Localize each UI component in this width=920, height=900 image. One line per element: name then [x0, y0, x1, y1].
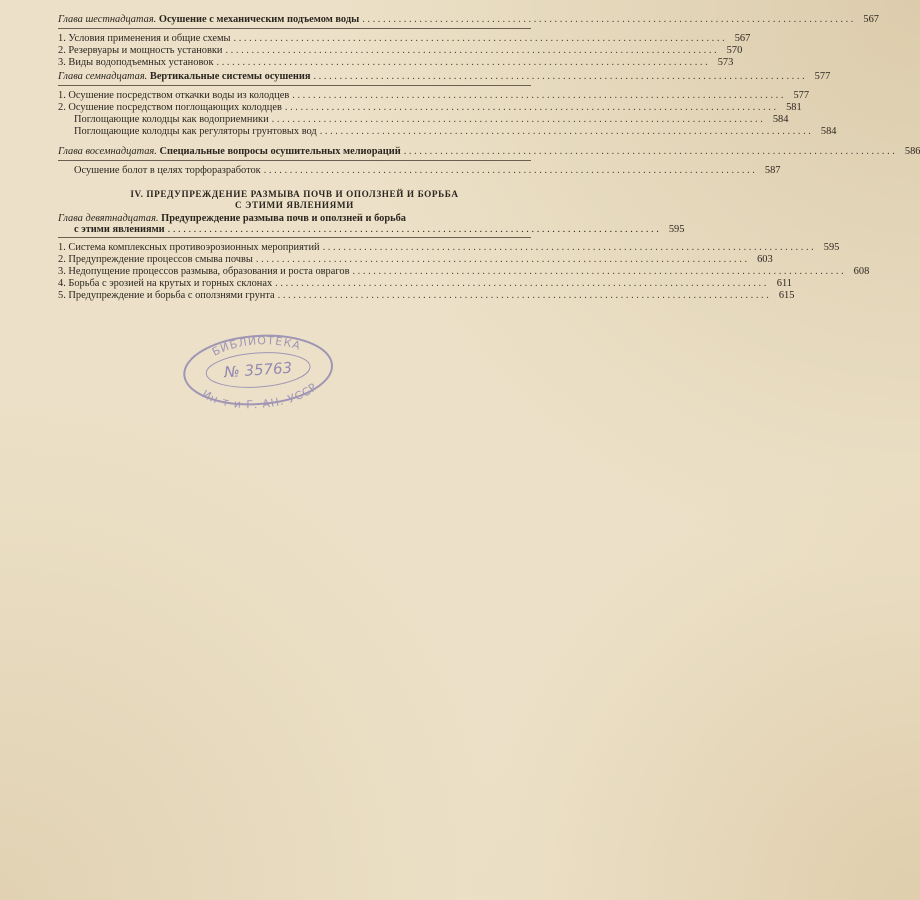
dot-leader: ............................................................................................... [277, 290, 772, 301]
toc-item-text: 2. Резервуары и мощность установки [58, 45, 223, 56]
dot-leader: ............................................................................................... [319, 126, 814, 137]
toc-item-text: Поглощающие колодцы как водоприемники [74, 114, 269, 125]
toc-item [58, 90, 810, 102]
section-heading-line: IV. ПРЕДУПРЕЖДЕНИЕ РАЗМЫВА ПОЧВ И ОПОЛЗНЕЙ И БОРЬБА [130, 189, 459, 199]
toc-chapter-16 [58, 14, 879, 26]
page-number: 603 [757, 254, 773, 265]
toc-subitem [58, 114, 789, 126]
page-number: 573 [717, 57, 734, 68]
stamp-top-text: БИБЛИОТЕКА [209, 334, 303, 359]
section-heading [58, 189, 531, 211]
page-number: 581 [786, 102, 802, 113]
toc-chapter-17 [58, 71, 831, 83]
dot-leader: ............................................................................................... [362, 14, 856, 25]
toc-chapter-19 [58, 213, 685, 235]
toc-item-text: Поглощающие колодцы как регуляторы грунтовых вод [74, 126, 317, 137]
dot-leader: ............................................................................................... [275, 278, 769, 289]
page-number: 595 [668, 224, 685, 235]
toc-item [58, 254, 773, 266]
page-number: 584 [820, 126, 837, 137]
toc-item [58, 242, 840, 254]
toc-item [58, 102, 802, 114]
page-number: 608 [853, 266, 870, 277]
divider-line [58, 28, 531, 29]
dot-leader: ............................................................................................... [352, 266, 847, 277]
chapter-title-cont: с этими явлениями [74, 224, 165, 235]
toc-item-text: 2. Осушение посредством поглощающих колодцев [58, 102, 282, 113]
page-number: 584 [772, 114, 789, 125]
toc-chapter-18 [58, 146, 920, 158]
toc-subitem [58, 126, 837, 138]
library-stamp [175, 323, 340, 414]
chapter-title: Осушение с механическим подъемом воды [158, 14, 360, 25]
toc-item-text: 1. Осушение посредством откачки воды из колодцев [58, 90, 290, 101]
table-of-contents [58, 14, 920, 302]
dot-leader: ............................................................................................... [292, 90, 787, 101]
page-number: 615 [778, 290, 795, 301]
page-number: 567 [863, 14, 879, 25]
dot-leader: ............................................................................................... [284, 102, 779, 113]
dot-leader: ............................................................................................... [263, 165, 758, 176]
toc-item-text: 4. Борьба с эрозией на крутых и горных склонах [58, 278, 273, 289]
dot-leader: ............................................................................................... [225, 45, 720, 56]
dot-leader: ............................................................................................... [322, 242, 817, 253]
toc-item [58, 33, 751, 45]
toc-subitem [58, 165, 781, 177]
toc-item [58, 266, 870, 278]
toc-item-text: 3. Недопущение процессов размыва, образования и роста оврагов [58, 266, 350, 277]
dot-leader: ............................................................................................... [216, 57, 711, 68]
chapter-label: Глава семнадцатая. [58, 71, 148, 82]
dot-leader: ............................................................................................... [313, 71, 808, 82]
chapter-label: Глава восемнадцатая. [58, 146, 157, 157]
toc-item-text: 1. Система комплексных противоэрозионных мероприятий [58, 242, 320, 253]
dot-leader: ............................................................................................... [255, 254, 750, 265]
toc-item-text: 5. Предупреждение и борьба с оползнями грунта [58, 290, 275, 301]
page-number: 587 [764, 165, 781, 176]
divider-line [58, 160, 531, 161]
dot-leader: ............................................................................................... [403, 146, 898, 157]
toc-item [58, 45, 743, 57]
chapter-label: Глава девятнадцатая. [58, 213, 159, 224]
toc-item-text: Осушение болот в целях торфоразработок [74, 165, 261, 176]
toc-item [58, 290, 795, 302]
toc-item-text: 2. Предупреждение процессов смыва почвы [58, 254, 253, 265]
toc-item-text: 1. Условия применения и общие схемы [58, 33, 231, 44]
divider-line [58, 85, 531, 86]
page-number: 570 [726, 45, 743, 56]
page-number: 567 [734, 33, 751, 44]
page-number: 595 [823, 242, 840, 253]
chapter-title: Вертикальные системы осушения [149, 71, 311, 82]
page-number: 611 [776, 278, 792, 289]
dot-leader: ............................................................................................... [167, 224, 662, 235]
divider-line [58, 237, 531, 238]
stamp-number: № 35763 [223, 358, 293, 382]
chapter-title: Специальные вопросы осушительных мелиораций [159, 146, 401, 157]
page-number: 577 [814, 71, 831, 82]
section-heading-line: С ЭТИМИ ЯВЛЕНИЯМИ [235, 200, 354, 210]
chapter-label: Глава шестнадцатая. [58, 14, 157, 25]
svg-text:Ин-т и Г. АН. УССР [199, 380, 321, 414]
dot-leader: ............................................................................................... [233, 33, 728, 44]
dot-leader: ............................................................................................... [271, 114, 766, 125]
stamp-bottom-text: Ин-т и Г. АН. УССР [199, 380, 320, 412]
toc-item [58, 278, 792, 290]
page-number: 586 [904, 146, 920, 157]
toc-item [58, 57, 734, 69]
chapter-title: Предупреждение размыва почв и оползней и борьба [161, 213, 406, 224]
page-number: 577 [793, 90, 810, 101]
library-stamp-svg [175, 323, 340, 414]
toc-item-text: 3. Виды водоподъемных установок [58, 57, 214, 68]
